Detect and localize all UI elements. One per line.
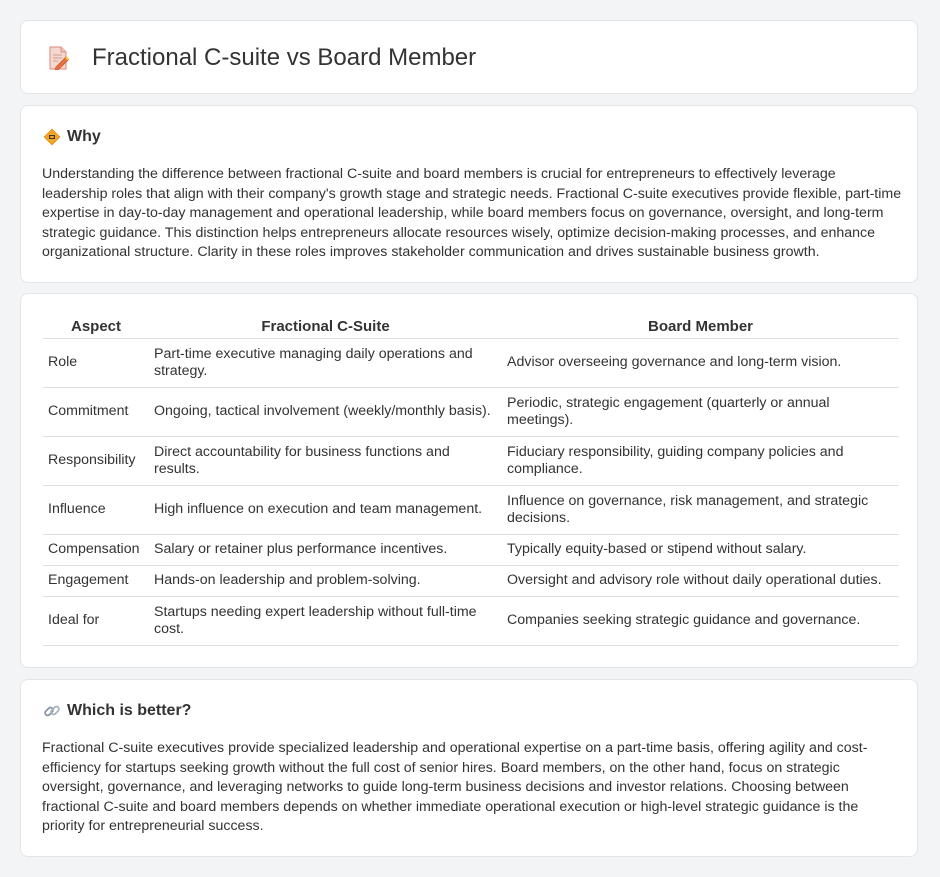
why-heading	[43, 128, 101, 146]
board-cell: Influence on governance, risk management, and strategic decisions.	[502, 486, 899, 535]
table-row	[43, 566, 899, 597]
header-aspect: Aspect	[43, 316, 149, 339]
why-heading-text: Why	[67, 128, 101, 145]
page-title: Fractional C-suite vs Board Member	[92, 44, 477, 71]
fractional-cell: Ongoing, tactical involvement (weekly/monthly basis).	[149, 388, 502, 437]
fractional-cell: Startups needing expert leadership without full-time cost.	[149, 597, 502, 646]
header-board: Board Member	[502, 316, 899, 339]
table-row	[43, 597, 899, 646]
link-icon	[43, 702, 61, 720]
board-cell: Fiduciary responsibility, guiding company policies and compliance.	[502, 437, 899, 486]
board-cell: Oversight and advisory role without daily operational duties.	[502, 566, 899, 597]
table-row	[43, 486, 899, 535]
better-heading-text: Which is better?	[67, 702, 192, 719]
board-cell: Typically equity-based or stipend without salary.	[502, 535, 899, 566]
aspect-cell: Engagement	[43, 566, 149, 597]
document-pencil-icon	[47, 46, 69, 70]
fractional-cell: Salary or retainer plus performance incentives.	[149, 535, 502, 566]
better-body: Fractional C-suite executives provide specialized leadership and operational expertise on a part-time basis, offering agility and cost-efficiency for startups seeking growth without the full cost of senior hires. Board members, on the other hand, focus on strategic oversight, governance, and leveraging networks to guide long-term business decisions and investor relations. Choosing between fractional C-suite and board members depends on whether immediate operational execution or high-level strategic guidance is the priority for entrepreneurial success.	[42, 740, 868, 834]
header-fractional: Fractional C-Suite	[149, 316, 502, 339]
table-row	[43, 339, 899, 388]
aspect-cell: Responsibility	[43, 437, 149, 486]
why-body: Understanding the difference between fractional C-suite and board members is crucial for entrepreneurs to effectively leverage leadership roles that align with their company's growth stage and strategic needs. Fractional C-suite executives provide flexible, part-time expertise in day-to-day management and operational leadership, while board members focus on governance, oversight, and long-term strategic guidance. This distinction helps entrepreneurs allocate resources wisely, optimize decision-making processes, and enhance organizational structure. Clarity in these roles improves stakeholder communication and drives sustainable business growth.	[42, 166, 902, 260]
better-heading	[43, 702, 191, 720]
table-row	[43, 535, 899, 566]
comparison-section	[20, 293, 918, 668]
fractional-cell: Direct accountability for business functions and results.	[149, 437, 502, 486]
why-section	[20, 105, 918, 283]
table-row	[43, 437, 899, 486]
fractional-cell: Part-time executive managing daily operations and strategy.	[149, 339, 502, 388]
fractional-cell: Hands-on leadership and problem-solving.	[149, 566, 502, 597]
diamond-warning-icon	[43, 128, 61, 146]
aspect-cell: Compensation	[43, 535, 149, 566]
table-header-row	[43, 316, 899, 339]
fractional-cell: High influence on execution and team management.	[149, 486, 502, 535]
board-cell: Companies seeking strategic guidance and governance.	[502, 597, 899, 646]
aspect-cell: Influence	[43, 486, 149, 535]
comparison-table	[43, 316, 899, 646]
aspect-cell: Ideal for	[43, 597, 149, 646]
board-cell: Advisor overseeing governance and long-term vision.	[502, 339, 899, 388]
aspect-cell: Commitment	[43, 388, 149, 437]
board-cell: Periodic, strategic engagement (quarterly or annual meetings).	[502, 388, 899, 437]
header-card	[20, 20, 918, 94]
aspect-cell: Role	[43, 339, 149, 388]
which-is-better-section	[20, 679, 918, 857]
table-row	[43, 388, 899, 437]
